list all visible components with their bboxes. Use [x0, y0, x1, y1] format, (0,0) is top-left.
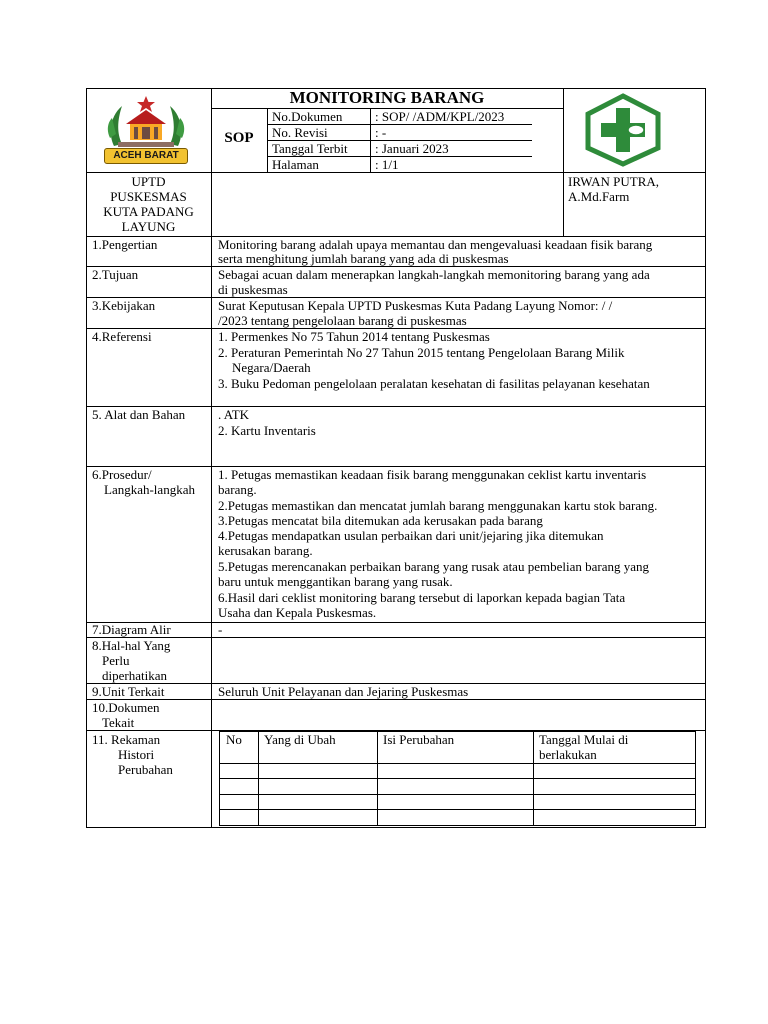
prosedur-line: 6.Hasil dari ceklist monitoring barang tersebut di laporkan kepada bagian Tata: [218, 590, 626, 605]
page-title: MONITORING BARANG: [289, 88, 485, 107]
section-label-rekaman: Histori: [118, 747, 155, 762]
referensi-item: 2. Peraturan Pemerintah No 27 Tahun 2015 tentang Pengelolaan Barang Milik: [218, 345, 625, 360]
section-label-hal: Perlu: [102, 653, 130, 668]
alat-item: 2. Kartu Inventaris: [218, 423, 316, 438]
section-label-kebijakan: 3.Kebijakan: [92, 298, 156, 313]
meta-no-revisi-value: : -: [375, 125, 387, 140]
section-label-rekaman: 11. Rekaman: [92, 732, 161, 747]
revision-header-isi-perubahan: Isi Perubahan: [383, 732, 455, 747]
prosedur-line: barang.: [218, 482, 257, 497]
revision-header-tanggal: Tanggal Mulai di: [539, 732, 629, 747]
prosedur-line: baru untuk menggantikan barang yang rusak.: [218, 574, 453, 589]
org-line: KUTA PADANG: [103, 204, 194, 219]
org-line: LAYUNG: [121, 219, 176, 234]
org-line: UPTD: [131, 174, 166, 189]
meta-tanggal-terbit-label: Tanggal Terbit: [272, 141, 348, 156]
alat-item: . ATK: [218, 407, 250, 422]
prosedur-line: 1. Petugas memastikan keadaan fisik barang menggunakan ceklist kartu inventaris: [218, 467, 647, 482]
section-label-unit: 9.Unit Terkait: [92, 684, 165, 699]
section-label-referensi: 4.Referensi: [92, 329, 152, 344]
aceh-barat-text: ACEH BARAT: [113, 150, 179, 161]
tujuan-text: di puskesmas: [218, 282, 288, 297]
prosedur-line: Usaha dan Kepala Puskesmas.: [218, 605, 377, 620]
puskesmas-cross-icon: [580, 92, 666, 168]
meta-halaman-label: Halaman: [272, 157, 319, 172]
unit-value: Seluruh Unit Pelayanan dan Jejaring Puskesmas: [218, 684, 469, 699]
section-label-diagram: 7.Diagram Alir: [92, 622, 171, 637]
meta-no-revisi-label: No. Revisi: [272, 125, 328, 140]
meta-no-dokumen-label: No.Dokumen: [272, 109, 343, 124]
org-line: PUSKESMAS: [110, 189, 187, 204]
prosedur-line: 2.Petugas memastikan dan mencatat jumlah barang menggunakan kartu stok barang.: [218, 498, 658, 513]
section-label-hal: diperhatikan: [102, 668, 167, 683]
revision-header-yang-di-ubah: Yang di Ubah: [264, 732, 336, 747]
prosedur-line: 5.Petugas merencanakan perbaikan barang yang rusak atau pembelian barang yang: [218, 559, 649, 574]
sop-label: SOP: [224, 130, 254, 146]
section-label-dokumen: 10.Dokumen: [92, 700, 160, 715]
section-label-pengertian: 1.Pengertian: [92, 237, 158, 252]
puskesmas-logo: [580, 92, 666, 168]
kebijakan-text: Surat Keputusan Kepala UPTD Puskesmas Kuta Padang Layung Nomor: / /: [218, 298, 613, 313]
signer-name: IRWAN PUTRA,: [568, 174, 660, 189]
section-label-hal: 8.Hal-hal Yang: [92, 638, 171, 653]
prosedur-line: kerusakan barang.: [218, 543, 313, 558]
section-label-alat: 5. Alat dan Bahan: [92, 407, 186, 422]
pengertian-text: Monitoring barang adalah upaya memantau dan mengevaluasi keadaan fisik barang: [218, 237, 653, 252]
signer-title: A.Md.Farm: [568, 189, 630, 204]
section-label-dokumen: Tekait: [102, 715, 135, 730]
referensi-item: 1. Permenkes No 75 Tahun 2014 tentang Puskesmas: [218, 329, 490, 344]
aceh-barat-banner: [104, 148, 188, 164]
meta-no-dokumen-value: : SOP/ /ADM/KPL/2023: [375, 109, 505, 124]
meta-tanggal-terbit-value: : Januari 2023: [375, 141, 449, 156]
section-label-prosedur: 6.Prosedur/: [92, 467, 152, 482]
tujuan-text: Sebagai acuan dalam menerapkan langkah-langkah memonitoring barang yang ada: [218, 267, 650, 282]
kebijakan-text: /2023 tentang pengelolaan barang di puskesmas: [218, 313, 467, 328]
section-label-tujuan: 2.Tujuan: [92, 267, 139, 282]
meta-halaman-value: : 1/1: [375, 157, 399, 172]
referensi-item: 3. Buku Pedoman pengelolaan peralatan kesehatan di fasilitas pelayanan kesehatan: [218, 376, 650, 391]
referensi-item: Negara/Daerah: [232, 360, 311, 375]
prosedur-line: 4.Petugas mendapatkan usulan perbaikan dari unit/jejaring jika ditemukan: [218, 528, 604, 543]
prosedur-line: 3.Petugas mencatat bila ditemukan ada kerusakan pada barang: [218, 513, 543, 528]
section-label-rekaman: Perubahan: [118, 762, 173, 777]
section-label-prosedur-sub: Langkah-langkah: [104, 482, 195, 497]
revision-header-no: No: [226, 732, 242, 747]
aceh-barat-logo: [104, 94, 188, 166]
revision-header-tanggal-2: berlakukan: [539, 747, 597, 762]
diagram-value: -: [218, 622, 223, 637]
pengertian-text: serta menghitung jumlah barang yang ada di puskesmas: [218, 251, 509, 266]
